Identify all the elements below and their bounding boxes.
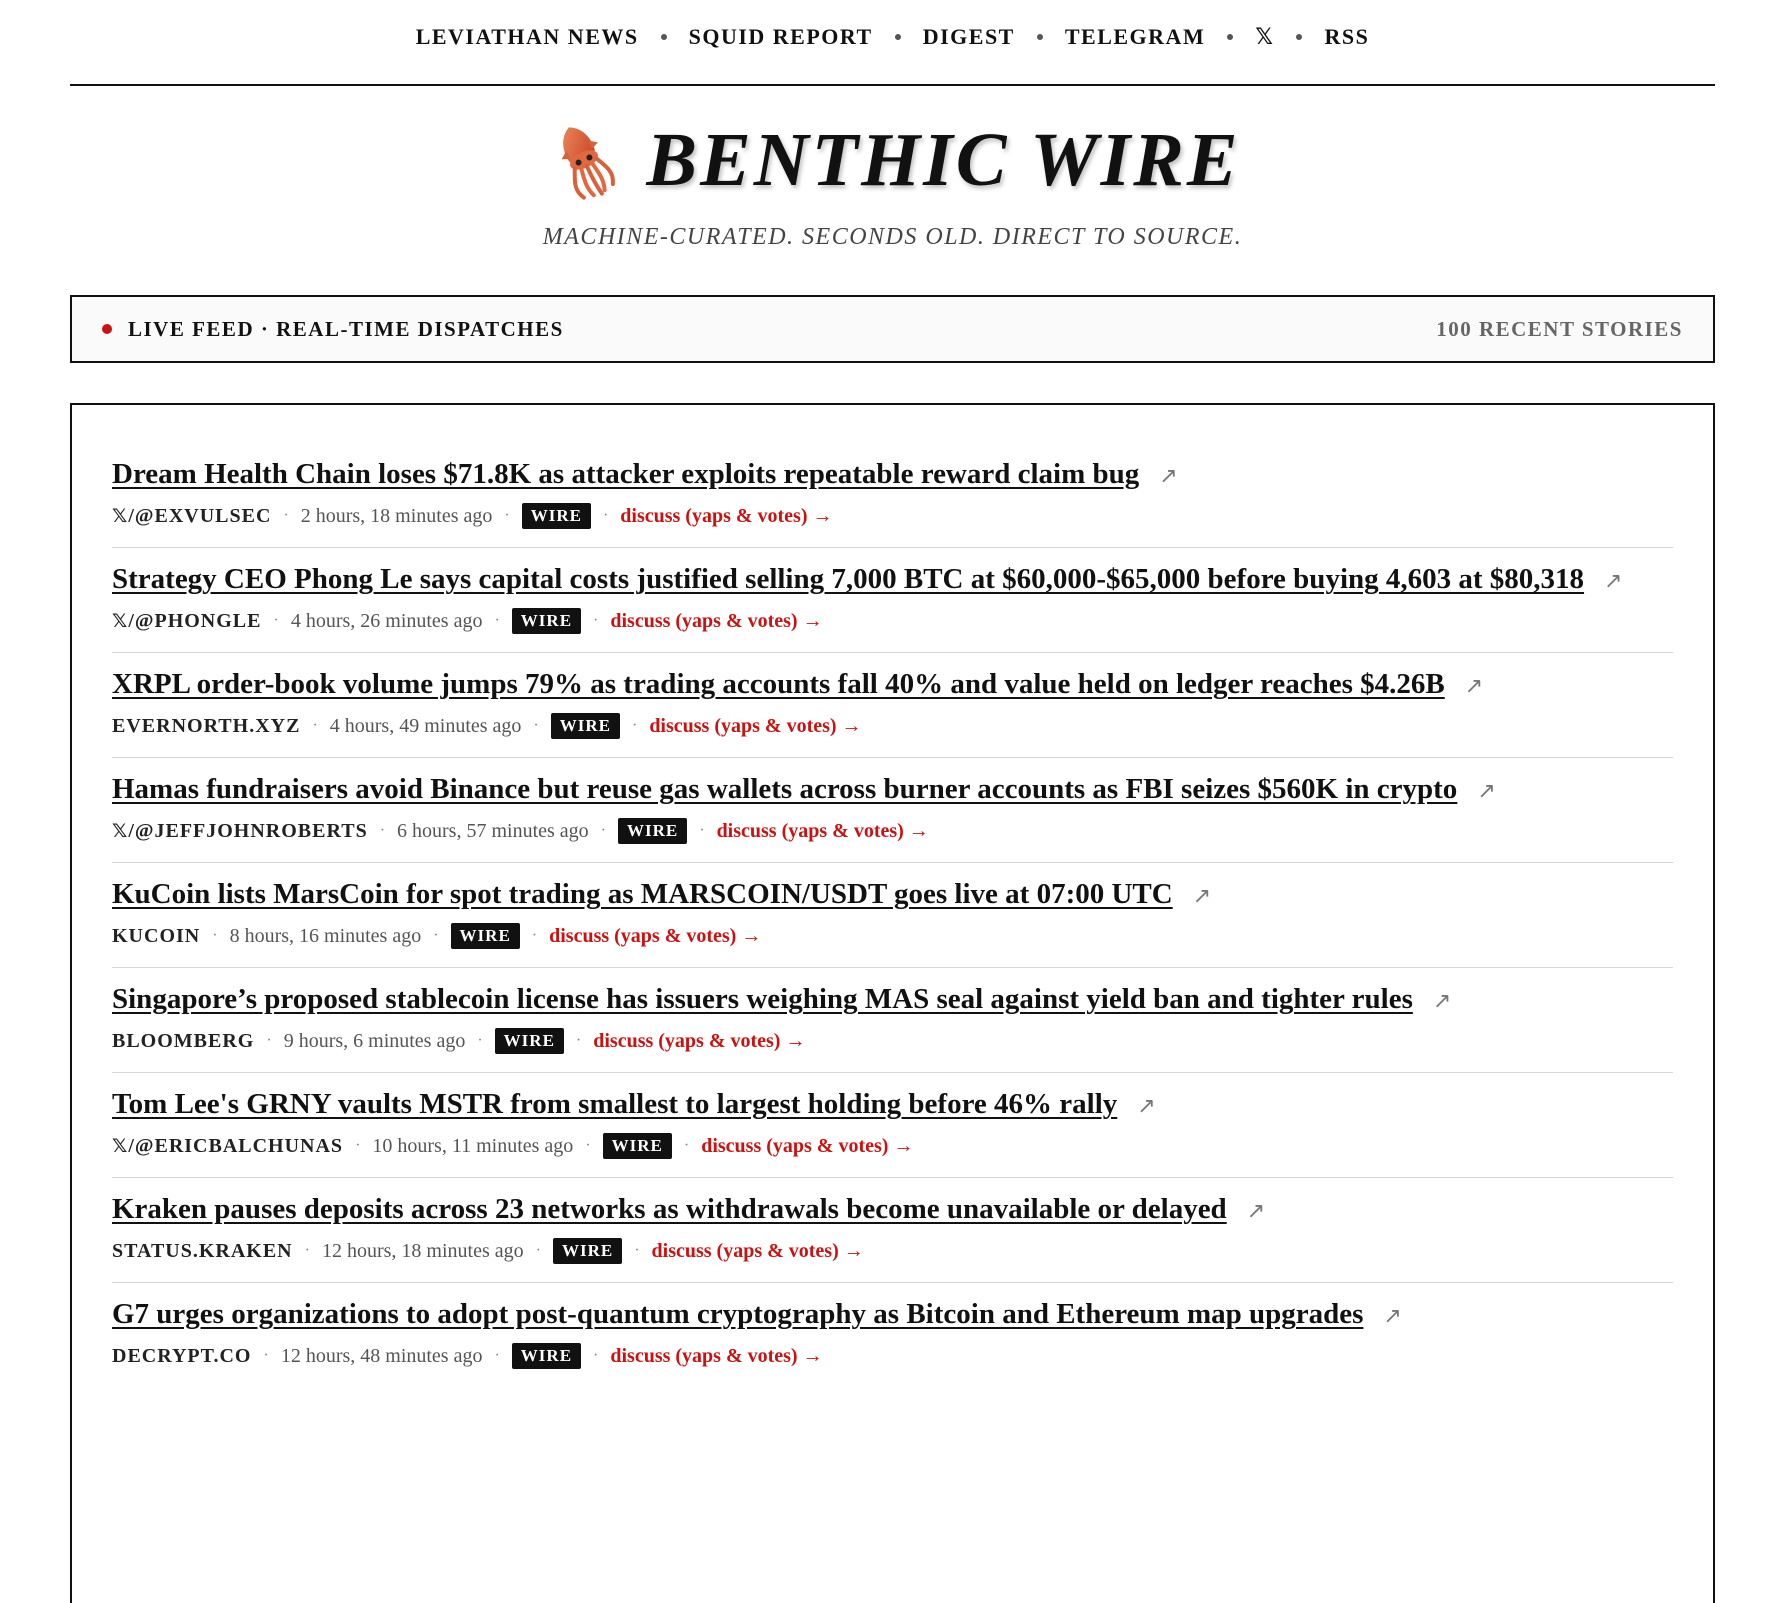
nav-squid-report[interactable]: SQUID REPORT bbox=[688, 24, 873, 49]
meta-separator: · bbox=[379, 822, 386, 839]
meta-separator: · bbox=[683, 1137, 690, 1154]
meta-separator: · bbox=[263, 1347, 269, 1364]
meta-separator: · bbox=[504, 507, 510, 524]
story-timestamp: 4 hours, 26 minutes ago bbox=[290, 610, 483, 632]
masthead bbox=[70, 86, 1715, 251]
nav-telegram[interactable]: TELEGRAM bbox=[1064, 24, 1206, 49]
story-source[interactable] bbox=[112, 1238, 293, 1264]
meta-separator: · bbox=[273, 612, 279, 629]
story-headline-link[interactable]: Singapore’s proposed stablecoin license has issuers weighing MAS seal against yield ban and tighter rules bbox=[112, 983, 1413, 1015]
masthead-title-row bbox=[70, 120, 1715, 200]
wire-badge: WIRE bbox=[512, 608, 581, 634]
story-timestamp: 12 hours, 48 minutes ago bbox=[280, 1345, 483, 1367]
nav-x-icon[interactable]: 𝕏 bbox=[1255, 24, 1275, 50]
external-link-icon[interactable]: ↗ bbox=[1477, 779, 1496, 804]
meta-separator: · bbox=[699, 822, 705, 839]
meta-separator: · bbox=[494, 1347, 500, 1364]
wire-badge: WIRE bbox=[603, 1133, 672, 1159]
story-item bbox=[112, 1073, 1673, 1178]
story-source[interactable] bbox=[112, 713, 300, 739]
story-timestamp: 10 hours, 11 minutes ago bbox=[372, 1135, 574, 1157]
story-source-label: DECRYPT.CO bbox=[112, 1345, 252, 1367]
story-source-label: BLOOMBERG bbox=[112, 1030, 255, 1052]
meta-separator: · bbox=[304, 1242, 310, 1259]
story-headline-link[interactable]: XRPL order-book volume jumps 79% as trading accounts fall 40% and value held on ledger reaches $4.26B bbox=[112, 668, 1445, 700]
story-headline-link[interactable]: Tom Lee's GRNY vaults MSTR from smallest to largest holding before 46% rally bbox=[112, 1088, 1118, 1120]
story-source-label: /@JEFFJOHNROBERTS bbox=[128, 820, 368, 842]
discuss-link[interactable]: discuss (yaps & votes) → bbox=[593, 1030, 806, 1052]
story-meta bbox=[112, 1238, 1673, 1264]
discuss-link[interactable]: discuss (yaps & votes) → bbox=[716, 820, 929, 842]
discuss-link[interactable]: discuss (yaps & votes) → bbox=[620, 505, 833, 527]
meta-separator: · bbox=[355, 1137, 361, 1154]
page-container bbox=[70, 0, 1715, 1603]
story-source-label: EVERNORTH.XYZ bbox=[112, 715, 301, 737]
meta-separator: · bbox=[433, 927, 439, 944]
wire-badge: WIRE bbox=[451, 923, 520, 949]
meta-separator: · bbox=[593, 612, 599, 629]
site-tagline: MACHINE-CURATED. SECONDS OLD. DIRECT TO SOURCE. bbox=[542, 224, 1243, 250]
live-feed-left bbox=[102, 317, 564, 342]
nav-separator bbox=[1227, 34, 1233, 40]
top-nav bbox=[70, 0, 1715, 86]
story-timestamp: 8 hours, 16 minutes ago bbox=[229, 925, 422, 947]
meta-separator: · bbox=[631, 717, 638, 734]
story-item bbox=[112, 548, 1673, 653]
meta-separator: · bbox=[477, 1032, 483, 1049]
nav-leviathan-news[interactable]: LEVIATHAN NEWS bbox=[415, 24, 639, 49]
nav-separator bbox=[895, 34, 901, 40]
story-meta bbox=[112, 923, 1673, 949]
story-headline-link[interactable]: G7 urges organizations to adopt post-quantum cryptography as Bitcoin and Ethereum map upgrades bbox=[112, 1298, 1364, 1330]
story-headline-link[interactable]: Kraken pauses deposits across 23 networks as withdrawals become unavailable or delayed bbox=[112, 1193, 1227, 1225]
story-source[interactable] bbox=[112, 1133, 343, 1159]
meta-separator: · bbox=[593, 1347, 599, 1364]
story-feed bbox=[70, 403, 1715, 1603]
external-link-icon[interactable]: ↗ bbox=[1137, 1094, 1156, 1119]
story-meta bbox=[112, 608, 1673, 634]
story-timestamp: 12 hours, 18 minutes ago bbox=[321, 1240, 524, 1262]
discuss-link[interactable]: discuss (yaps & votes) → bbox=[610, 1345, 823, 1367]
nav-rss[interactable]: RSS bbox=[1324, 24, 1370, 49]
story-item bbox=[112, 968, 1673, 1073]
wire-badge: WIRE bbox=[495, 1028, 564, 1054]
wire-badge: WIRE bbox=[522, 503, 591, 529]
story-item bbox=[112, 1283, 1673, 1387]
nav-separator bbox=[1296, 34, 1302, 40]
discuss-link[interactable]: discuss (yaps & votes) → bbox=[651, 1240, 864, 1262]
external-link-icon[interactable]: ↗ bbox=[1604, 569, 1623, 594]
story-source[interactable] bbox=[112, 608, 261, 634]
story-timestamp: 9 hours, 6 minutes ago bbox=[283, 1030, 466, 1052]
story-item bbox=[112, 758, 1673, 863]
nav-digest[interactable]: DIGEST bbox=[922, 24, 1015, 49]
x-icon: 𝕏 bbox=[112, 610, 129, 632]
wire-badge: WIRE bbox=[553, 1238, 622, 1264]
discuss-link[interactable]: discuss (yaps & votes) → bbox=[701, 1135, 914, 1157]
story-source[interactable] bbox=[112, 818, 368, 844]
external-link-icon[interactable]: ↗ bbox=[1432, 989, 1452, 1014]
story-meta bbox=[112, 713, 1673, 739]
story-item bbox=[112, 653, 1673, 758]
meta-separator: · bbox=[602, 507, 609, 524]
meta-separator: · bbox=[266, 1032, 272, 1049]
story-source-label: /@EXVULSEC bbox=[128, 505, 272, 527]
story-meta bbox=[112, 503, 1673, 529]
meta-separator: · bbox=[533, 717, 539, 734]
story-item bbox=[112, 443, 1673, 548]
external-link-icon[interactable]: ↗ bbox=[1246, 1199, 1266, 1224]
story-source[interactable] bbox=[112, 1343, 251, 1369]
nav-separator bbox=[1037, 34, 1043, 40]
site-title: BENTHIC WIRE bbox=[646, 118, 1241, 202]
story-headline-link[interactable]: Hamas fundraisers avoid Binance but reuse gas wallets across burner accounts as FBI seizes $560K in crypto bbox=[112, 773, 1458, 805]
story-item bbox=[112, 863, 1673, 968]
external-link-icon[interactable]: ↗ bbox=[1383, 1304, 1402, 1329]
squid-icon bbox=[544, 120, 624, 200]
wire-badge: WIRE bbox=[512, 1343, 581, 1369]
story-meta bbox=[112, 1343, 1673, 1369]
meta-separator: · bbox=[312, 717, 318, 734]
story-headline-link[interactable]: Dream Health Chain loses $71.8K as attacker exploits repeatable reward claim bug bbox=[112, 458, 1140, 490]
external-link-icon[interactable]: ↗ bbox=[1192, 884, 1212, 909]
story-source[interactable] bbox=[112, 503, 271, 529]
meta-separator: · bbox=[531, 927, 538, 944]
story-meta bbox=[112, 1133, 1673, 1159]
live-indicator-icon bbox=[102, 324, 112, 334]
external-link-icon[interactable]: ↗ bbox=[1464, 674, 1484, 699]
story-source[interactable] bbox=[112, 1028, 254, 1054]
story-item bbox=[112, 1178, 1673, 1283]
x-icon: 𝕏 bbox=[112, 1135, 129, 1157]
discuss-link[interactable]: discuss (yaps & votes) → bbox=[549, 925, 762, 947]
wire-badge: WIRE bbox=[618, 818, 687, 844]
story-meta bbox=[112, 1028, 1673, 1054]
story-headline-link[interactable]: Strategy CEO Phong Le says capital costs justified selling 7,000 BTC at $60,000-$65,000 before buying 4,603 at $80,318 bbox=[112, 563, 1585, 595]
story-timestamp: 6 hours, 57 minutes ago bbox=[397, 820, 589, 842]
x-icon: 𝕏 bbox=[112, 820, 129, 842]
meta-separator: · bbox=[585, 1137, 591, 1154]
meta-separator: · bbox=[634, 1242, 640, 1259]
meta-separator: · bbox=[575, 1032, 582, 1049]
meta-separator: · bbox=[283, 507, 289, 524]
story-timestamp: 2 hours, 18 minutes ago bbox=[300, 505, 493, 527]
story-headline-link[interactable]: KuCoin lists MarsCoin for spot trading as MARSCOIN/USDT goes live at 07:00 UTC bbox=[112, 878, 1173, 910]
x-icon: 𝕏 bbox=[112, 505, 129, 527]
story-source-label: STATUS.KRAKEN bbox=[112, 1240, 293, 1262]
meta-separator: · bbox=[494, 612, 500, 629]
story-count: 100 RECENT STORIES bbox=[1436, 316, 1683, 341]
story-meta bbox=[112, 818, 1673, 844]
meta-separator: · bbox=[600, 822, 606, 839]
live-feed-bar bbox=[70, 295, 1715, 363]
external-link-icon[interactable]: ↗ bbox=[1159, 464, 1178, 489]
story-source-label: /@ERICBALCHUNAS bbox=[128, 1135, 344, 1157]
story-source-label: KUCOIN bbox=[112, 925, 201, 947]
nav-separator bbox=[661, 34, 667, 40]
meta-separator: · bbox=[212, 927, 218, 944]
wire-badge: WIRE bbox=[551, 713, 620, 739]
discuss-link[interactable]: discuss (yaps & votes) → bbox=[610, 610, 823, 632]
story-source-label: /@PHONGLE bbox=[128, 610, 262, 632]
live-feed-label: LIVE FEED · REAL-TIME DISPATCHES bbox=[128, 316, 564, 341]
story-source[interactable] bbox=[112, 923, 200, 949]
discuss-link[interactable]: discuss (yaps & votes) → bbox=[649, 715, 862, 737]
meta-separator: · bbox=[535, 1242, 541, 1259]
story-timestamp: 4 hours, 49 minutes ago bbox=[329, 715, 522, 737]
